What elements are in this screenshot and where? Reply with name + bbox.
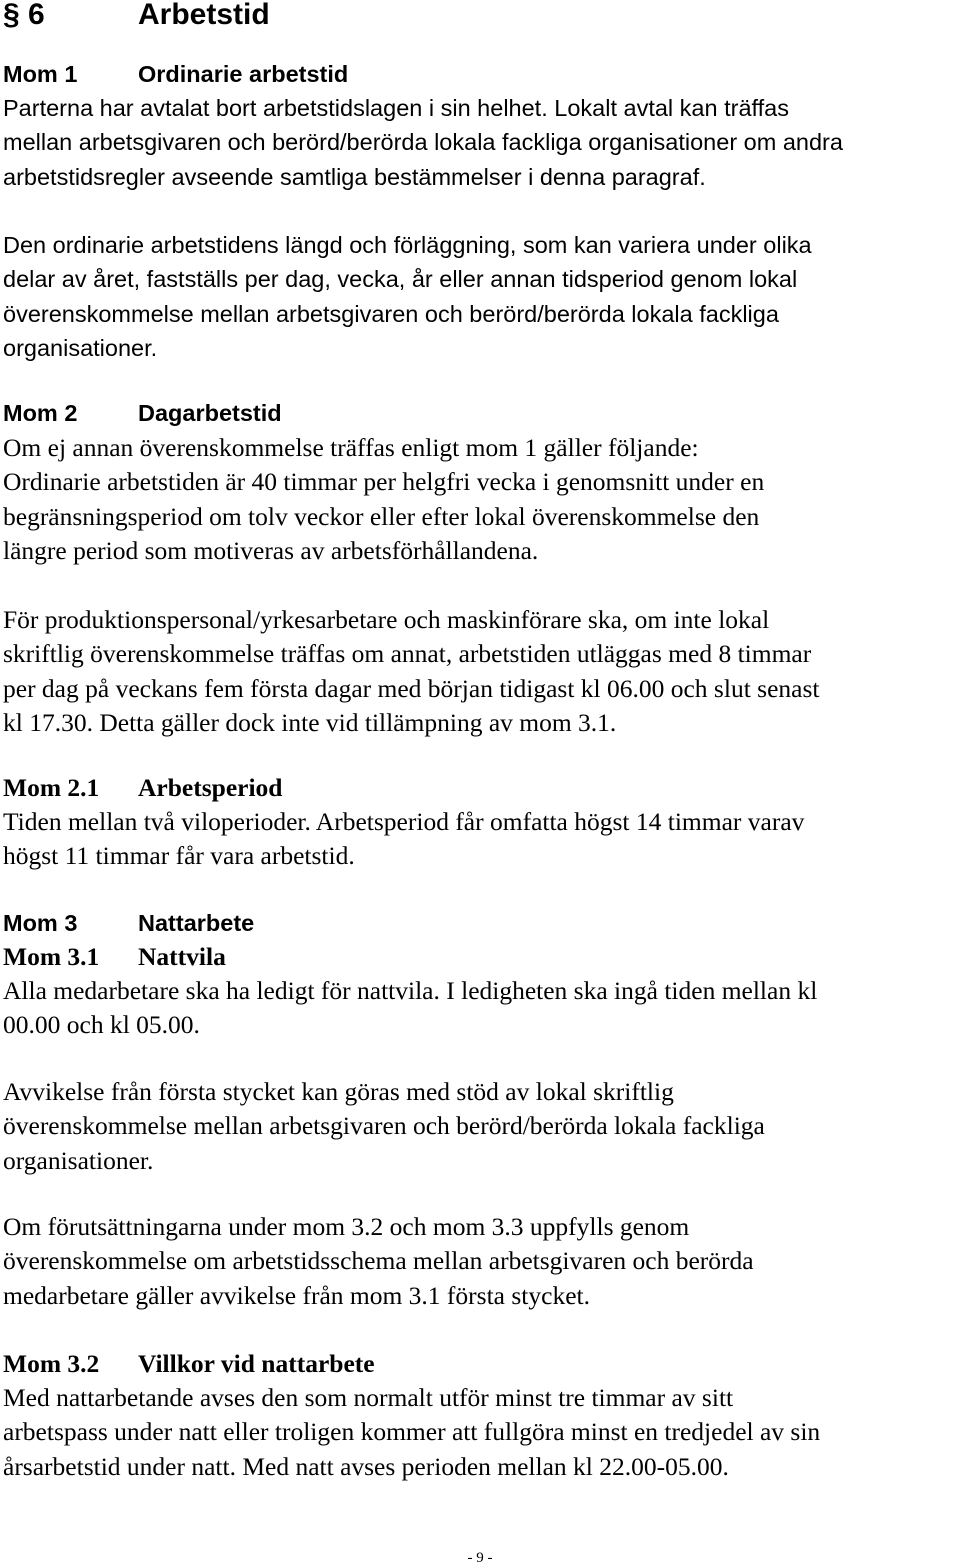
- section-title: Ordinarie arbetstid: [138, 61, 349, 87]
- section-number: Mom 3.2: [3, 1349, 100, 1378]
- text-line: Alla medarbetare ska ha ledigt för nattvila. I ledigheten ska ingå tiden mellan kl: [3, 976, 818, 1005]
- paragraph-mom2-production: [3, 603, 953, 740]
- section-number: Mom 3: [3, 910, 78, 936]
- text-line: Om förutsättningarna under mom 3.2 och mom 3.3 uppfylls genom: [3, 1212, 690, 1241]
- section-title: Nattvila: [138, 942, 226, 971]
- chapter-heading: [3, 0, 270, 37]
- text-line: arbetstidsregler avseende samtliga bestämmelser i denna paragraf.: [3, 163, 706, 190]
- text-line: överenskommelse mellan arbetsgivaren och berörd/berörda lokala fackliga: [3, 300, 779, 327]
- paragraph-mom2-default: [3, 431, 953, 568]
- section-number: Mom 2.1: [3, 773, 100, 802]
- text-line: överenskommelse mellan arbetsgivaren och berörd/berörda lokala fackliga: [3, 1111, 765, 1141]
- text-line: Med nattarbetande avses den som normalt utför minst tre timmar av sitt: [3, 1383, 734, 1412]
- section-number: Mom 2: [3, 400, 78, 426]
- section-title: Villkor vid nattarbete: [138, 1349, 375, 1378]
- section-heading-mom2-1: [3, 771, 282, 805]
- text-line: högst 11 timmar får vara arbetstid.: [3, 841, 355, 871]
- section-heading-mom2: [3, 396, 282, 430]
- text-line: mellan arbetsgivaren och berörd/berörda lokala fackliga organisationer om andra: [3, 129, 843, 156]
- text-line: begränsningsperiod om tolv veckor eller efter lokal överenskommelse den: [3, 501, 760, 531]
- section-title: Nattarbete: [138, 910, 255, 936]
- paragraph-mom1-length: [3, 228, 953, 365]
- section-number: Mom 1: [3, 61, 78, 87]
- paragraph-mom2-1: [3, 805, 953, 874]
- page-number: - 9 -: [467, 1550, 493, 1566]
- text-line: längre period som motiveras av arbetsförhållandena.: [3, 535, 539, 565]
- text-line: 00.00 och kl 05.00.: [3, 1010, 200, 1040]
- paragraph-mom3-1-rest: [3, 974, 953, 1043]
- text-line: överenskommelse om arbetstidsschema mellan arbetsgivaren och berörda: [3, 1246, 754, 1276]
- paragraph-mom3-1-deviation: [3, 1075, 953, 1178]
- section-title: Dagarbetstid: [138, 400, 282, 426]
- section-title: Arbetsperiod: [138, 773, 283, 802]
- text-line: Den ordinarie arbetstidens längd och förläggning, som kan variera under olika: [3, 232, 812, 258]
- section-heading-mom3-1: [3, 940, 226, 974]
- chapter-number: § 6: [3, 0, 45, 31]
- paragraph-mom1-intro: [3, 91, 953, 194]
- text-line: skriftlig överenskommelse träffas om annat, arbetstiden utläggas med 8 timmar: [3, 639, 812, 669]
- text-line: per dag på veckans fem första dagar med början tidigast kl 06.00 och slut senast: [3, 673, 820, 703]
- chapter-title: Arbetstid: [138, 0, 270, 31]
- text-line: medarbetare gäller avvikelse från mom 3.1 första stycket.: [3, 1280, 590, 1310]
- text-line: Om ej annan överenskommelse träffas enligt mom 1 gäller följande:: [3, 433, 699, 462]
- text-line: arbetspass under natt eller troligen kommer att fullgöra minst en tredjedel av sin: [3, 1417, 821, 1447]
- text-line: delar av året, fastställs per dag, vecka, år eller annan tidsperiod genom lokal: [3, 266, 798, 293]
- text-line: Parterna har avtalat bort arbetstidslagen i sin helhet. Lokalt avtal kan träffas: [3, 95, 789, 121]
- text-line: organisationer.: [3, 1145, 154, 1175]
- text-line: kl 17.30. Detta gäller dock inte vid tillämpning av mom 3.1.: [3, 707, 617, 737]
- text-line: Avvikelse från första stycket kan göras med stöd av lokal skriftlig: [3, 1077, 674, 1106]
- section-heading-mom3: [3, 906, 254, 940]
- paragraph-mom3-1-conditions: [3, 1210, 953, 1313]
- text-line: Tiden mellan två viloperioder. Arbetsperiod får omfatta högst 14 timmar varav: [3, 807, 805, 836]
- text-line: årsarbetstid under natt. Med natt avses perioden mellan kl 22.00-05.00.: [3, 1451, 729, 1481]
- section-heading-mom3-2: [3, 1347, 375, 1381]
- section-number: Mom 3.1: [3, 942, 100, 971]
- text-line: För produktionspersonal/yrkesarbetare och maskinförare ska, om inte lokal: [3, 605, 770, 634]
- text-line: Ordinarie arbetstiden är 40 timmar per helgfri vecka i genomsnitt under en: [3, 467, 765, 497]
- section-heading-mom1: [3, 57, 348, 91]
- text-line: organisationer.: [3, 334, 158, 361]
- paragraph-mom3-2: [3, 1381, 953, 1484]
